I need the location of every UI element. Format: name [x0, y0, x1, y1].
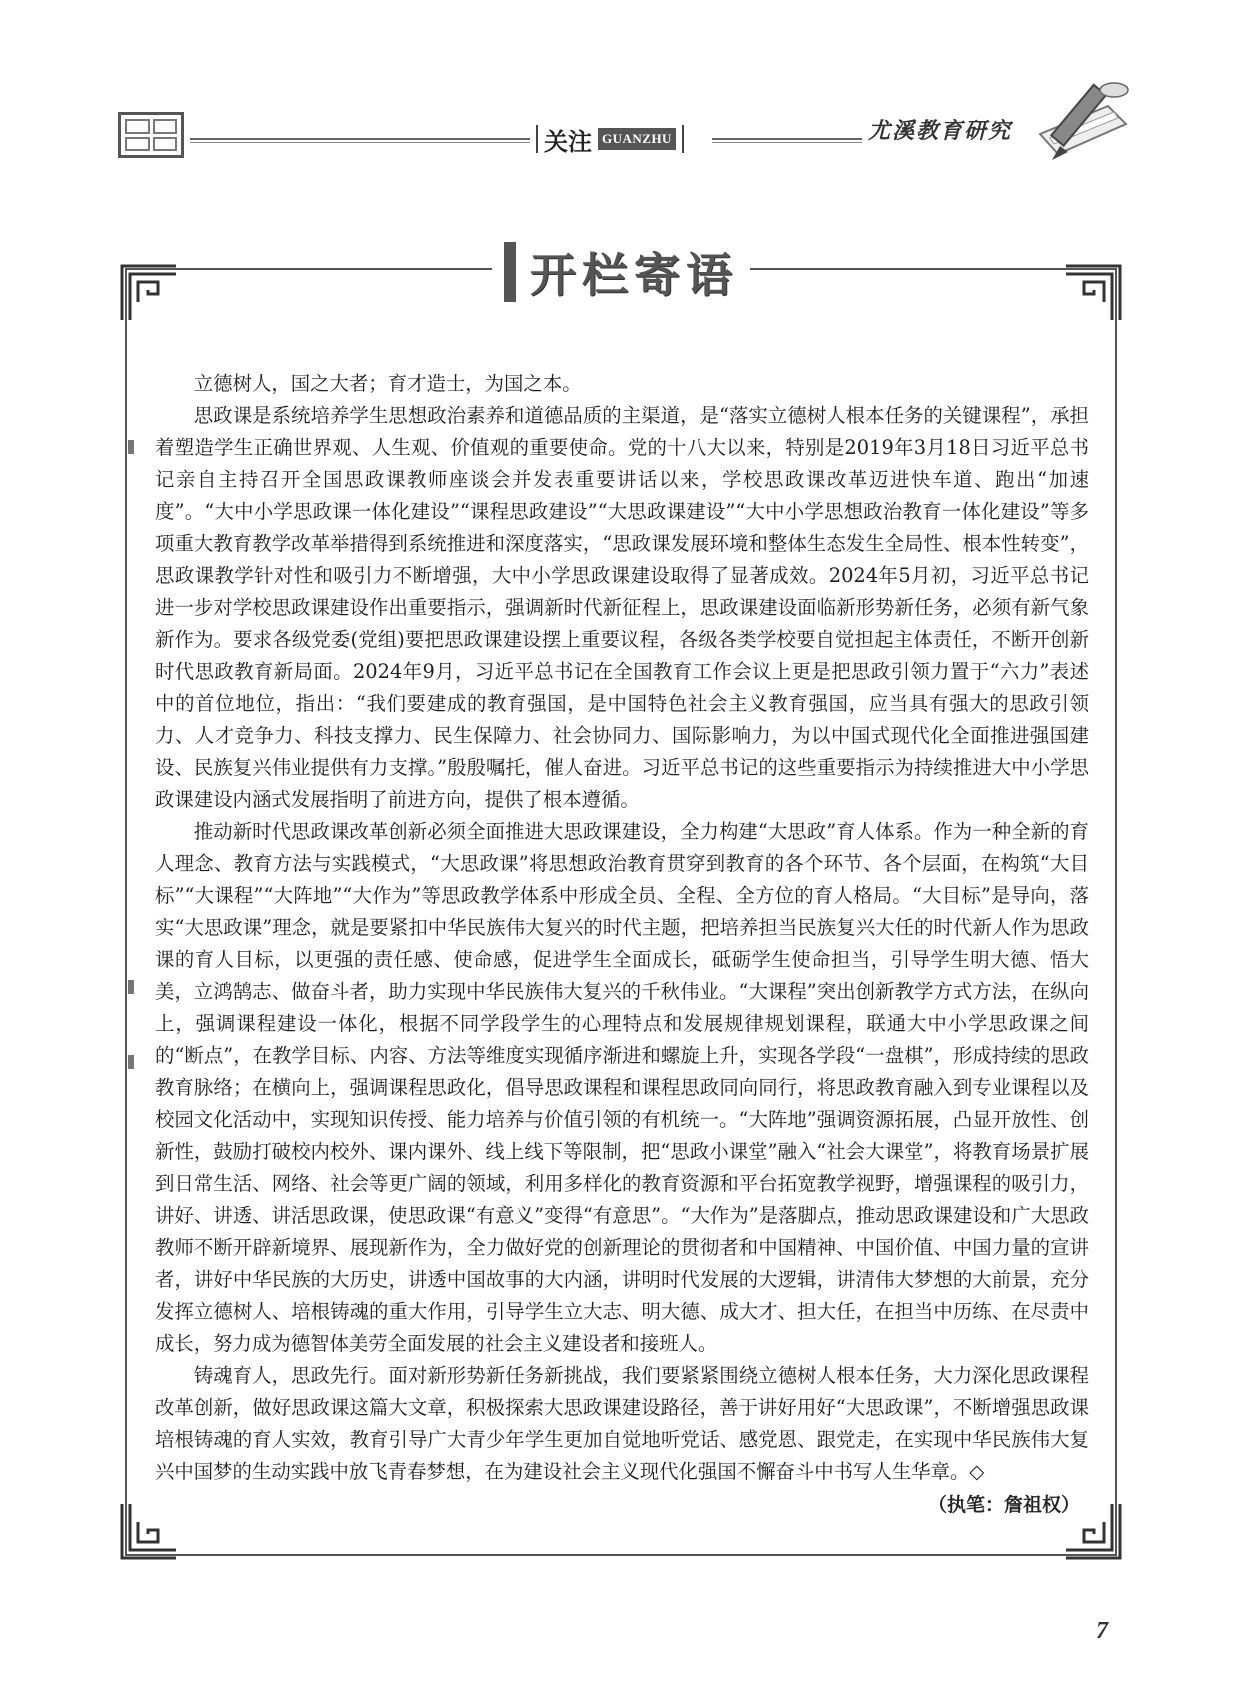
header-rule-right-thin — [712, 142, 862, 143]
frame-tick — [128, 440, 134, 454]
pencil-icon — [1030, 76, 1140, 166]
corner-ornament-icon — [118, 262, 180, 324]
paragraph: 推动新时代思政课改革创新必须全面推进大思政课建设，全力构建“大思政”育人体系。作为一种全新的育人理念、教育方法与实践模式，“大思政课”将思想政治教育贯穿到教育的各个环节、各个层面，在构筑“大目标”“大课程”“大阵地”“大作为”等思政教学体系中形成全员、全程、全方位的育人格局。“大目标”是导向，落实“大思政课”理念，就是要紧扣中华民族伟大复兴的时代主题，把培养担当民族复兴大任的时代新人作为思政课的育人目标，以更强的责任感、使命感，促进学生全面成长，砥砺学生使命担当，引导学生明大德、悟大美，立鸿鹄志、做奋斗者，助力实现中华民族伟大复兴的千秋伟业。“大课程”突出创新教学方式方法，在纵向上，强调课程建设一体化，根据不同学段学生的心理特点和发展规律规划课程，联通大中小学思政课之间的“断点”，在教学目标、内容、方法等维度实现循序渐进和螺旋上升，实现各学段“一盘棋”，形成持续的思政教育脉络；在横向上，强调课程思政化，倡导思政课程和课程思政同向同行，将思政教育融入到专业课程以及校园文化活动中，实现知识传授、能力培养与价值引领的有机统一。“大阵地”强调资源拓展，凸显开放性、创新性，鼓励打破校内校外、课内课外、线上线下等限制，把“思政小课堂”融入“社会大课堂”，将教育场景扩展到日常生活、网络、社会等更广阔的领域，利用多样化的教育资源和平台拓宽教学视野，增强课程的吸引力，讲好、讲透、讲活思政课，使思政课“有意义”变得“有意思”。“大作为”是落脚点，推动思政课建设和广大思政教师不断开辟新境界、展现新作为，全力做好党的创新理论的贯彻者和中国精神、中国价值、中国力量的宣讲者，讲好中华民族的大历史，讲透中国故事的大内涵，讲明时代发展的大逻辑，讲清伟大梦想的大前景，充分发挥立德树人、培根铸魂的重大作用，引导学生立大志、明大德、成大才、担大任，在担当中历练、在尽责中成长，努力成为德智体美劳全面发展的社会主义建设者和接班人。 — [155, 820, 1089, 1355]
frame-tick — [128, 1055, 134, 1069]
paragraph: 立德树人，国之大者；育才造士，为国之本。 — [193, 372, 582, 395]
header-rule-right — [712, 138, 862, 140]
header-rule-left-thin — [190, 142, 530, 143]
section-tag — [536, 122, 684, 156]
divider — [536, 125, 538, 153]
page-number: 7 — [1096, 1618, 1108, 1644]
paragraph: 铸魂育人，思政先行。面对新形势新任务新挑战，我们要紧紧围绕立德树人根本任务，大力深化思政课程改革创新，做好思政课这篇大文章，积极探索大思政课建设路径，善于讲好用好“大思政课”，不断增强思政课培根铸魂的育人实效，教育引导广大青少年学生更加自觉地听党话、感党恩、跟党走，在实现中华民族伟大复兴中国梦的生动实践中放飞青春梦想，在为建设社会主义现代化强国不懈奋斗中书写人生华章。◇ — [155, 1364, 1089, 1483]
corner-ornament-icon — [1062, 262, 1124, 324]
header-rule-left — [190, 138, 530, 140]
section-name: 关注 — [544, 127, 592, 156]
title-accent-bar — [504, 242, 516, 302]
journal-seal-logo — [118, 112, 184, 158]
divider — [682, 125, 684, 153]
journal-name: 尤溪教育研究 — [868, 118, 1013, 144]
article-title-block — [492, 240, 750, 304]
corner-ornament-icon — [118, 1500, 180, 1562]
paragraph: 思政课是系统培养学生思想政治素养和道德品质的主渠道，是“落实立德树人根本任务的关键课程”，承担着塑造学生正确世界观、人生观、价值观的重要使命。党的十八大以来，特别是2019年3月18日习近平总书记亲自主持召开全国思政课教师座谈会并发表重要讲话以来，学校思政课改革迈进快车道、跑出“加速度”。“大中小学思政课一体化建设”“课程思政建设”“大思政课建设”“大中小学思想政治教育一体化建设”等多项重大教育教学改革举措得到系统推进和深度落实，“思政课发展环境和整体生态发生全局性、根本性转变”，思政课教学针对性和吸引力不断增强，大中小学思政课建设取得了显著成效。2024年5月初，习近平总书记进一步对学校思政课建设作出重要指示，强调新时代新征程上，思政课建设面临新形势新任务，必须有新气象新作为。要求各级党委(党组)要把思政课建设摆上重要议程，各级各类学校要自觉担起主体责任，不断开创新时代思政教育新局面。2024年9月，习近平总书记在全国教育工作会议上更是把思政引领力置于“六力”表述中的首位地位，指出：“我们要建成的教育强国，是中国特色社会主义教育强国，应当具有强大的思政引领力、人才竞争力、科技支撑力、民生保障力、社会协同力、国际影响力，为以中国式现代化全面推进强国建设、民族复兴伟业提供有力支撑。”殷殷嘱托，催人奋进。习近平总书记的这些重要指示为持续推进大中小学思政课建设内涵式发展指明了前进方向，提供了根本遵循。 — [155, 404, 1089, 811]
frame-tick — [128, 980, 134, 994]
article-body — [155, 368, 1089, 1488]
article-title: 开栏寄语 — [530, 248, 738, 302]
section-name-pinyin: GUANZHU — [598, 128, 676, 150]
author-signature: （执笔：詹祖权） — [927, 1494, 1080, 1516]
